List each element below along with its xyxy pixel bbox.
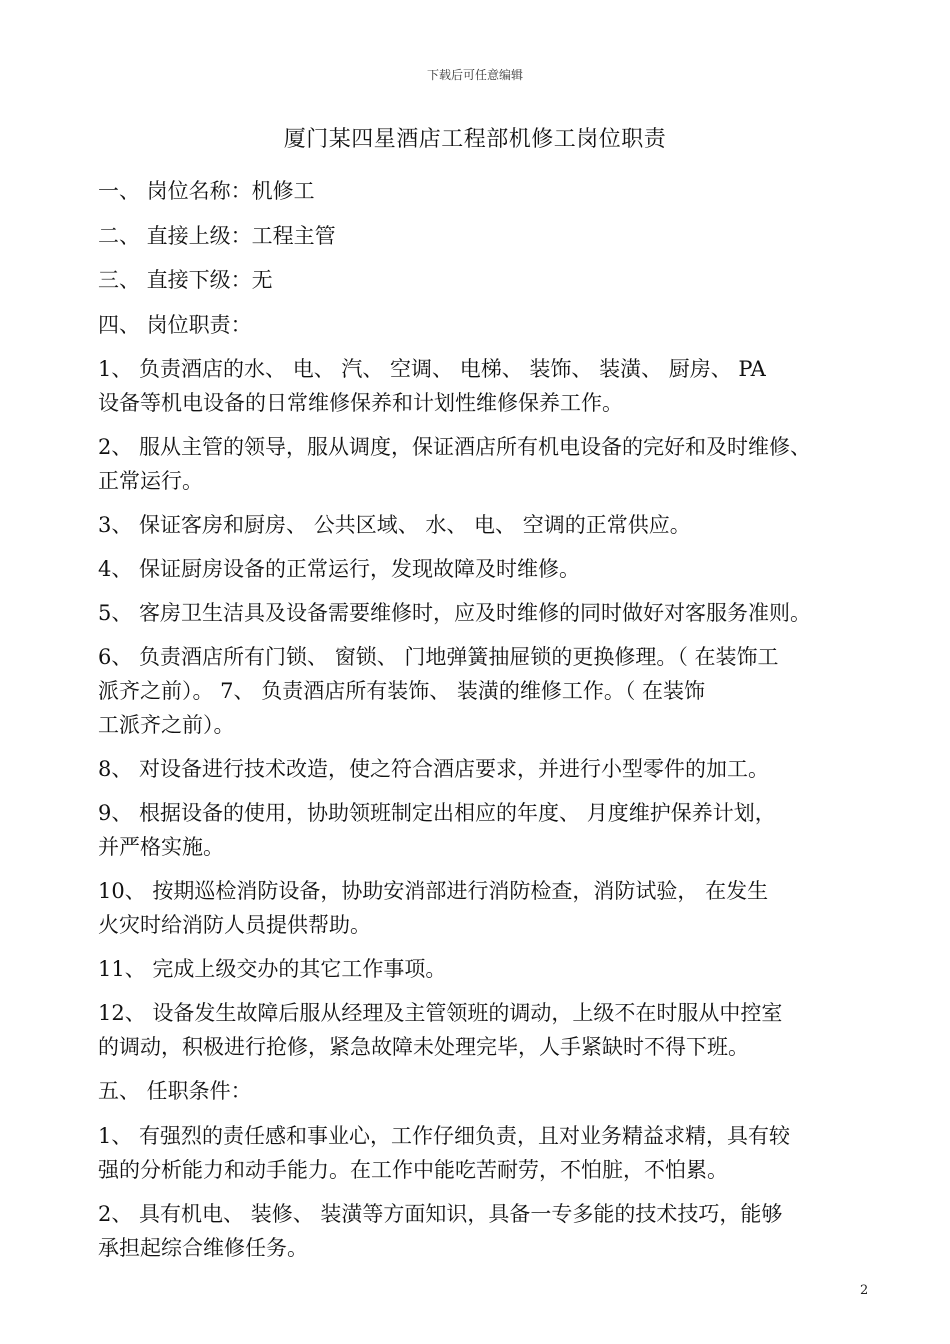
- duty-item: [98, 752, 882, 786]
- section-direct-superior: 二、 直接上级：工程主管: [98, 223, 336, 248]
- duty-item-line: 正常运行。: [98, 469, 203, 493]
- requirement-item-line: 2、 具有机电、 装修、 装潢等方面知识，具备一专多能的技术技巧，能够: [98, 1201, 783, 1226]
- requirement-item: [98, 1119, 882, 1187]
- duty-item-line: 5、 客房卫生洁具及设备需要维修时，应及时维修的同时做好对客服务准则。: [98, 601, 812, 625]
- duties-list: [98, 352, 882, 1064]
- page-header: 下载后可任意编辑: [426, 68, 523, 82]
- duty-item-line: 设备等机电设备的日常维修保养和计划性维修保养工作。: [98, 391, 623, 415]
- requirement-item: [98, 1197, 882, 1265]
- duty-item: [98, 996, 882, 1064]
- duty-item: [98, 796, 882, 864]
- duty-item-line: 9、 根据设备的使用，协助领班制定出相应的年度、 月度维护保养计划，: [98, 801, 776, 825]
- requirement-item-line: 承担起综合维修任务。: [98, 1235, 308, 1260]
- duty-item-line: 的调动，积极进行抢修，紧急故障未处理完毕，人手紧缺时不得下班。: [98, 1035, 749, 1059]
- duty-item-line: 11、 完成上级交办的其它工作事项。: [98, 957, 447, 981]
- duty-item-line: 并严格实施。: [98, 835, 224, 859]
- duty-item: [98, 430, 882, 498]
- duty-item-line: 10、 按期巡检消防设备，协助安消部进行消防检查，消防试验， 在发生: [98, 879, 769, 903]
- section-post-name: 一、 岗位名称：机修工: [98, 179, 315, 203]
- duty-item-line: 8、 对设备进行技术改造，使之符合酒店要求，并进行小型零件的加工。: [98, 757, 770, 781]
- document-title: 厦门某四星酒店工程部机修工岗位职责: [283, 127, 667, 152]
- page-number: 2: [860, 1283, 869, 1298]
- duty-item-line: 3、 保证客房和厨房、 公共区域、 水、 电、 空调的正常供应。: [98, 513, 691, 537]
- duty-item: [98, 640, 882, 742]
- duty-item: [98, 952, 882, 986]
- duty-item: [98, 352, 882, 420]
- duty-item: [98, 552, 882, 586]
- section-direct-subordinate: 三、 直接下级：无: [98, 268, 273, 292]
- duty-item: [98, 508, 882, 542]
- duty-item-line: 工派齐之前）。: [98, 713, 235, 737]
- duty-item: [98, 874, 882, 942]
- requirements-list: [98, 1119, 882, 1265]
- duty-item-line: 6、 负责酒店所有门锁、 窗锁、 门地弹簧抽屉锁的更换修理。（ 在装饰工: [98, 645, 779, 669]
- duty-item-line: 2、 服从主管的领导，服从调度，保证酒店所有机电设备的完好和及时维修、: [98, 435, 812, 459]
- duty-item-line: 1、 负责酒店的水、 电、 汽、 空调、 电梯、 装饰、 装潢、 厨房、 PA: [98, 357, 766, 381]
- duty-item-line: 12、 设备发生故障后服从经理及主管领班的调动，上级不在时服从中控室: [98, 1001, 783, 1025]
- duty-item-line: 派齐之前）。 7、 负责酒店所有装饰、 装潢的维修工作。（ 在装饰: [98, 679, 706, 703]
- requirement-item-line: 强的分析能力和动手能力。在工作中能吃苦耐劳，不怕脏，不怕累。: [98, 1157, 728, 1182]
- section-requirements: 五、 任职条件：: [98, 1079, 252, 1103]
- section-responsibilities: 四、 岗位职责：: [98, 312, 252, 337]
- document-body: [98, 174, 882, 1275]
- requirement-item-line: 1、 有强烈的责任感和事业心，工作仔细负责，且对业务精益求精，具有较: [98, 1123, 791, 1148]
- duty-item-line: 4、 保证厨房设备的正常运行，发现故障及时维修。: [98, 557, 581, 581]
- duty-item: [98, 596, 882, 630]
- duty-item-line: 火灾时给消防人员提供帮助。: [98, 913, 371, 937]
